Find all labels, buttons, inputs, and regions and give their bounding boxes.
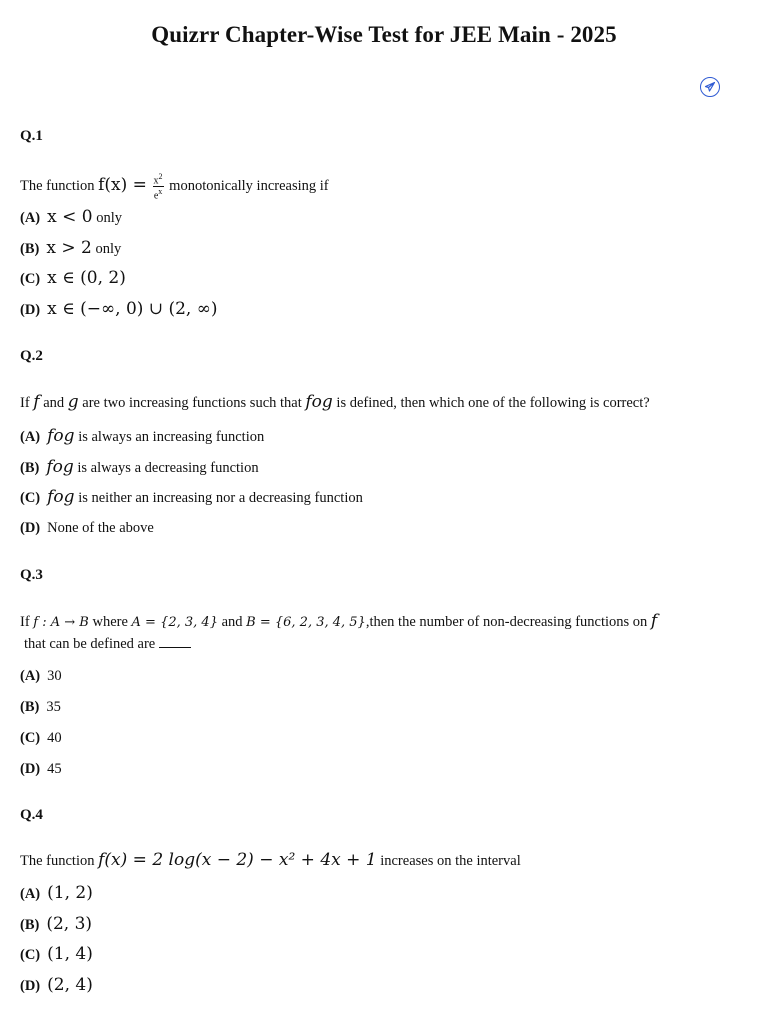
option-math: x ∈ (−∞, 0) ∪ (2, ∞) [47, 299, 218, 319]
option-label: (C) [20, 947, 41, 963]
telegram-glyph [704, 81, 716, 93]
option-b[interactable] [20, 913, 92, 936]
stem-text: ,then the number of non-decreasing functions on [365, 614, 648, 630]
option-math: fog [47, 426, 75, 446]
option-label: (D) [20, 761, 41, 777]
option-math: fog [46, 457, 74, 477]
option-math: x < 0 [47, 207, 93, 227]
option-label: (A) [20, 886, 41, 902]
option-text: None of the above [47, 520, 154, 536]
option-math: (1, 4) [47, 944, 93, 964]
option-d[interactable] [20, 974, 93, 997]
option-d[interactable] [20, 758, 62, 780]
stem-text: If [20, 395, 30, 411]
option-b[interactable] [20, 456, 259, 479]
question-number: Q.4 [20, 807, 43, 823]
question-stem [20, 610, 657, 634]
page-title: Quizrr Chapter-Wise Test for JEE Main - 2025 [151, 22, 617, 47]
math-expression: A = {2, 3, 4} [131, 615, 218, 630]
fraction [153, 172, 164, 202]
option-c[interactable] [20, 486, 363, 509]
option-label: (B) [20, 241, 40, 257]
option-text: is always an increasing function [78, 429, 265, 445]
math-expression: f(x) = 2 log(x − 2) − x² + 4x + 1 [98, 850, 377, 870]
option-label: (A) [20, 668, 41, 684]
option-a[interactable] [20, 882, 93, 905]
math-expression: f : A → B [33, 615, 89, 630]
math-symbol: f [650, 611, 658, 631]
question-stem [20, 172, 329, 202]
question-stem [20, 849, 521, 872]
telegram-icon[interactable] [700, 77, 720, 97]
option-c[interactable] [20, 267, 126, 290]
stem-text: If [20, 614, 30, 630]
question-stem-line-2 [24, 633, 191, 655]
option-label: (B) [20, 460, 40, 476]
option-b[interactable] [20, 237, 121, 260]
stem-text: that can be defined are [24, 636, 156, 652]
option-d[interactable] [20, 298, 218, 321]
option-label: (D) [20, 302, 41, 318]
option-label: (D) [20, 520, 41, 536]
math-expression: f(x) = [98, 175, 147, 196]
option-label: (C) [20, 730, 41, 746]
stem-text: where [92, 614, 128, 630]
math-expression: B = {6, 2, 3, 4, 5} [246, 615, 366, 630]
fraction-numerator: $x^2$ [153, 172, 163, 187]
stem-text: monotonically increasing if [169, 178, 329, 195]
option-c[interactable] [20, 943, 93, 966]
answer-blank [159, 635, 191, 648]
option-d[interactable] [20, 517, 154, 539]
option-text: 35 [46, 699, 61, 715]
stem-text: The function [20, 178, 95, 195]
option-b[interactable] [20, 696, 61, 718]
option-math: (1, 2) [47, 883, 93, 903]
option-a[interactable] [20, 206, 122, 229]
question-number: Q.3 [20, 567, 43, 583]
option-text: 40 [47, 730, 62, 746]
option-math: x > 2 [46, 238, 92, 258]
math-symbol: fog [305, 392, 333, 412]
option-label: (B) [20, 917, 40, 933]
stem-text: and [221, 614, 243, 630]
option-math: x ∈ (0, 2) [47, 268, 126, 288]
option-label: (D) [20, 978, 41, 994]
stem-text: is defined, then which one of the following is correct? [336, 395, 650, 411]
option-text: only [95, 241, 122, 257]
math-symbol: f [33, 392, 40, 412]
option-label: (A) [20, 210, 41, 226]
option-label: (C) [20, 271, 41, 287]
option-text: is neither an increasing nor a decreasing function [78, 490, 363, 506]
question-stem [20, 391, 650, 414]
stem-text: and [43, 395, 65, 411]
question-number: Q.1 [20, 128, 43, 144]
fraction-denominator: $e^x$ [153, 187, 163, 202]
option-math: (2, 3) [46, 914, 93, 934]
stem-text: are two increasing functions such that [82, 395, 302, 411]
option-text: is always a decreasing function [77, 460, 259, 476]
option-math: (2, 4) [47, 975, 93, 995]
question-number: Q.2 [20, 348, 43, 364]
option-text: only [96, 210, 123, 226]
option-math: fog [47, 487, 75, 507]
option-text: 45 [47, 761, 62, 777]
option-text: 30 [47, 668, 62, 684]
option-label: (C) [20, 490, 41, 506]
stem-text: The function [20, 853, 95, 869]
option-label: (B) [20, 699, 40, 715]
option-label: (A) [20, 429, 41, 445]
option-c[interactable] [20, 727, 62, 749]
option-a[interactable] [20, 665, 62, 687]
math-symbol: g [67, 392, 79, 412]
option-a[interactable] [20, 425, 264, 448]
stem-text: increases on the interval [380, 853, 521, 869]
